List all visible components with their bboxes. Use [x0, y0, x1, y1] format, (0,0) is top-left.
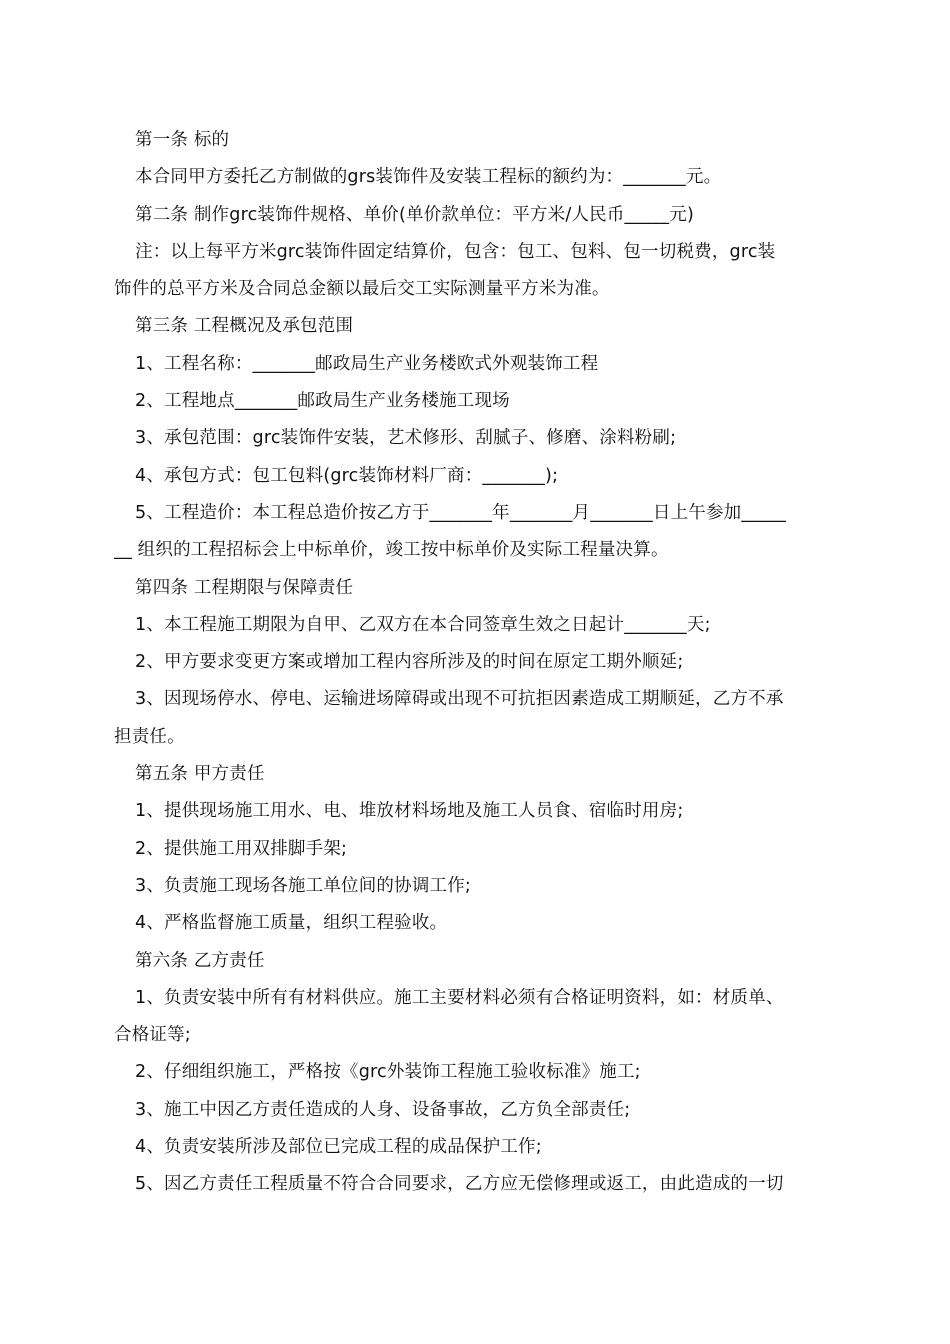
list-item: 3、因现场停水、停电、运输进场障碍或出现不可抗拒因素造成工期顺延，乙方不承 [135, 689, 784, 710]
paragraph-line: 饰件的总平方米及合同总金额以最后交工实际测量平方米为准。 [114, 279, 610, 300]
list-item: 1、本工程施工期限为自甲、乙双方在本合同签章生效之日起计_______天; [135, 614, 711, 635]
list-item: 2、提供施工用双排脚手架; [135, 838, 348, 859]
list-item: 4、承包方式：包工包料(grc装饰材料厂商：_______); [135, 465, 559, 486]
list-item: 1、负责安装中所有有材料供应。施工主要材料必须有合格证明资料，如：材质单、 [135, 987, 784, 1008]
section-heading: 第五条 甲方责任 [135, 764, 265, 785]
section-heading: 第六条 乙方责任 [135, 950, 265, 971]
section-heading: 第一条 标的 [135, 130, 230, 150]
section-heading: 第四条 工程期限与保障责任 [135, 577, 354, 598]
list-item: 2、甲方要求变更方案或增加工程内容所涉及的时间在原定工期外顺延; [135, 652, 684, 673]
list-item: 3、负责施工现场各施工单位间的协调工作; [135, 875, 472, 896]
list-item: 4、严格监督施工质量，组织工程验收。 [135, 913, 448, 934]
list-item: 1、工程名称：_______邮政局生产业务楼欧式外观装饰工程 [135, 353, 599, 374]
list-item: 2、仔细组织施工，严格按《grc外装饰工程施工验收标准》施工; [135, 1062, 641, 1083]
paragraph-line: 注：以上每平方米grc装饰件固定结算价，包含：包工、包料、包一切税费，grc装 [135, 241, 776, 262]
list-item: 3、承包范围：grc装饰件安装，艺术修形、刮腻子、修磨、涂料粉刷; [135, 428, 677, 449]
list-item: 4、负责安装所涉及部位已完成工程的成品保护工作; [135, 1137, 542, 1158]
list-item: 2、工程地点_______邮政局生产业务楼施工现场 [135, 391, 510, 412]
paragraph-line: 本合同甲方委托乙方制做的grs装饰件及安装工程标的额约为：_______元。 [135, 167, 722, 188]
document-body [114, 122, 844, 1204]
paragraph-line: 合格证等; [114, 1025, 191, 1046]
section-heading: 第三条 工程概况及承包范围 [135, 316, 354, 337]
list-item: 5、因乙方责任工程质量不符合合同要求，乙方应无偿修理或返工，由此造成的一切 [135, 1174, 784, 1195]
list-item: 5、工程造价：本工程总造价按乙方于_______年_______月_______日上午参加_____ [135, 502, 787, 523]
section-heading: 第二条 制作grc装饰件规格、单价(单价款单位：平方米/人民币_____元) [135, 204, 695, 225]
paragraph-line: 担责任。 [114, 726, 185, 747]
paragraph-line: __ 组织的工程招标会上中标单价，竣工按中标单价及实际工程量决算。 [114, 540, 669, 561]
list-item: 3、施工中因乙方责任造成的人身、设备事故，乙方负全部责任; [135, 1099, 631, 1120]
list-item: 1、提供现场施工用水、电、堆放材料场地及施工人员食、宿临时用房; [135, 801, 684, 822]
